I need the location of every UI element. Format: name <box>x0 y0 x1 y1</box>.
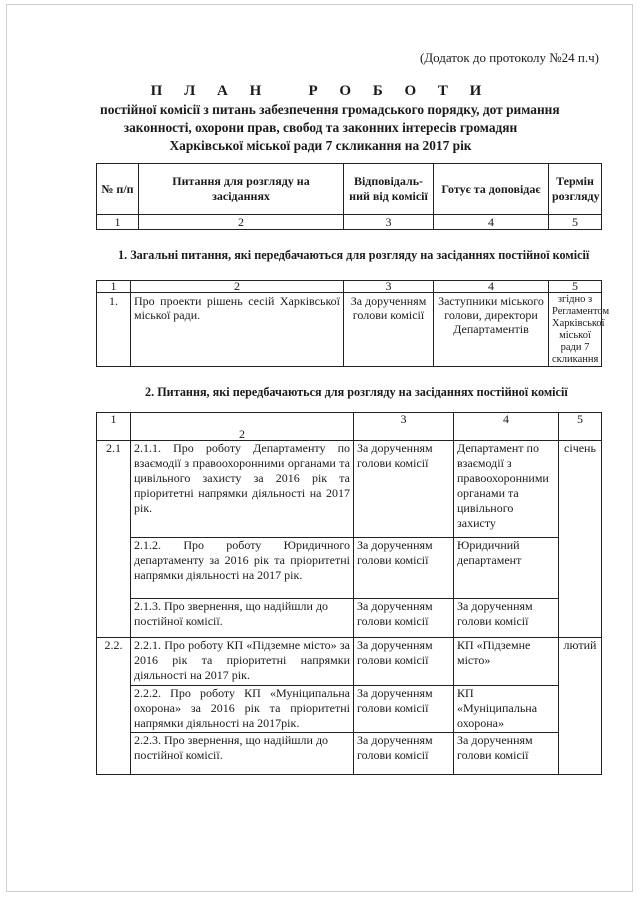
table-row <box>97 733 602 775</box>
question-cell: 2.1.2. Про роботу Юридичного департаменту за 2016 рік та пріоритетні напрямки діяльності на 2017 рік. <box>131 538 354 599</box>
column-number: 5 <box>549 281 602 293</box>
column-number: 3 <box>344 281 434 293</box>
column-number: 3 <box>354 413 454 441</box>
column-header-question: Питання для розгляду на засіданнях <box>139 164 344 215</box>
column-header-reporter: Готує та доповідає <box>434 164 549 215</box>
term-cell: лютий <box>559 638 602 775</box>
table-row <box>97 638 602 686</box>
term-cell: згідно з Регламентом Харківської міської ради 7 скликання <box>549 293 602 367</box>
column-number: 4 <box>434 215 549 230</box>
column-number: 5 <box>549 215 602 230</box>
reporter-cell: За дорученням голови комісії <box>454 599 559 638</box>
reporter-cell: КП «Муніципальна охорона» <box>454 686 559 733</box>
column-number: 2 <box>131 413 354 441</box>
responsible-cell: За дорученням голови комісії <box>354 686 454 733</box>
column-number-row <box>97 281 602 293</box>
column-number-row <box>97 215 602 230</box>
column-number-row <box>97 413 602 441</box>
reporter-cell: За дорученням голови комісії <box>454 733 559 775</box>
responsible-cell: За дорученням голови комісії <box>354 733 454 775</box>
section-2-heading: 2. Питання, які передбачаються для розгляду на засіданнях постійної комісії <box>145 385 568 399</box>
subtitle-line: постійної комісії з питань забезпечення громадського порядку, дот римання <box>100 102 560 117</box>
header-row <box>97 164 602 215</box>
section-1-heading: 1. Загальні питання, які передбачаються для розгляду на засіданнях постійної комісії <box>118 248 590 262</box>
column-header-term: Термін розгляду <box>549 164 602 215</box>
column-number: 1 <box>97 413 131 441</box>
column-header-responsible: Відповідаль-ний від комісії <box>344 164 434 215</box>
table-row <box>97 686 602 733</box>
column-number: 4 <box>434 281 549 293</box>
question-cell: 2.2.1. Про роботу КП «Підземне місто» за 2016 рік та пріоритетні напрямки діяльності на 2017 рік. <box>131 638 354 686</box>
column-number: 1 <box>97 281 131 293</box>
section-2-table <box>96 412 602 775</box>
reporter-cell: Юридичний департамент <box>454 538 559 599</box>
group-number: 2.1 <box>97 441 131 638</box>
column-number: 4 <box>454 413 559 441</box>
table-row <box>97 599 602 638</box>
table-row <box>97 293 602 367</box>
responsible-cell: За дорученням голови комісії <box>354 599 454 638</box>
header-table <box>96 163 602 230</box>
plan-subtitle <box>100 101 560 155</box>
question-cell: 2.2.3. Про звернення, що надійшли до постійної комісії. <box>131 733 354 775</box>
reporter-cell: Департамент по взаємодії з правоохоронними органами та цивільного захисту <box>454 441 559 538</box>
column-number: 2 <box>131 281 344 293</box>
question-cell: 2.2.2. Про роботу КП «Муніципальна охорона» за 2016 рік та пріоритетні напрямки діяльності на 2017рік. <box>131 686 354 733</box>
responsible-cell: За дорученням голови комісії <box>354 638 454 686</box>
group-number: 2.2. <box>97 638 131 775</box>
responsible-cell: За дорученням голови комісії <box>354 538 454 599</box>
row-number: 1. <box>97 293 131 367</box>
appendix-note: (Додаток до протоколу №24 п.ч) <box>419 50 599 65</box>
responsible-cell: За дорученням голови комісії <box>344 293 434 367</box>
plan-title: П Л А Н Р О Б О Т И <box>150 83 491 99</box>
question-cell: 2.1.3. Про звернення, що надійшли до постійної комісії. <box>131 599 354 638</box>
column-header-number: № п/п <box>97 164 139 215</box>
column-number: 5 <box>559 413 602 441</box>
table-row <box>97 441 602 538</box>
column-number: 3 <box>344 215 434 230</box>
subtitle-line: законності, охорони прав, свобод та законних інтересів громадян <box>123 120 518 135</box>
responsible-cell: За дорученням голови комісії <box>354 441 454 538</box>
table-row <box>97 538 602 599</box>
section-1-table <box>96 279 610 367</box>
column-number: 2 <box>139 215 344 230</box>
reporter-cell: Заступники міського голови, директори Департаментів <box>434 293 549 367</box>
question-cell: Про проекти рішень сесій Харківської міської ради. <box>131 293 344 367</box>
term-cell: січень <box>559 441 602 638</box>
reporter-cell: КП «Підземне місто» <box>454 638 559 686</box>
subtitle-line: Харківської міської ради 7 скликання на 2017 рік <box>169 138 472 153</box>
question-cell: 2.1.1. Про роботу Департаменту по взаємодії з правоохоронними органами та цивільного захисту за 2016 рік та пріоритетні напрямки діяльності на 2017 рік. <box>131 441 354 538</box>
column-number: 1 <box>97 215 139 230</box>
